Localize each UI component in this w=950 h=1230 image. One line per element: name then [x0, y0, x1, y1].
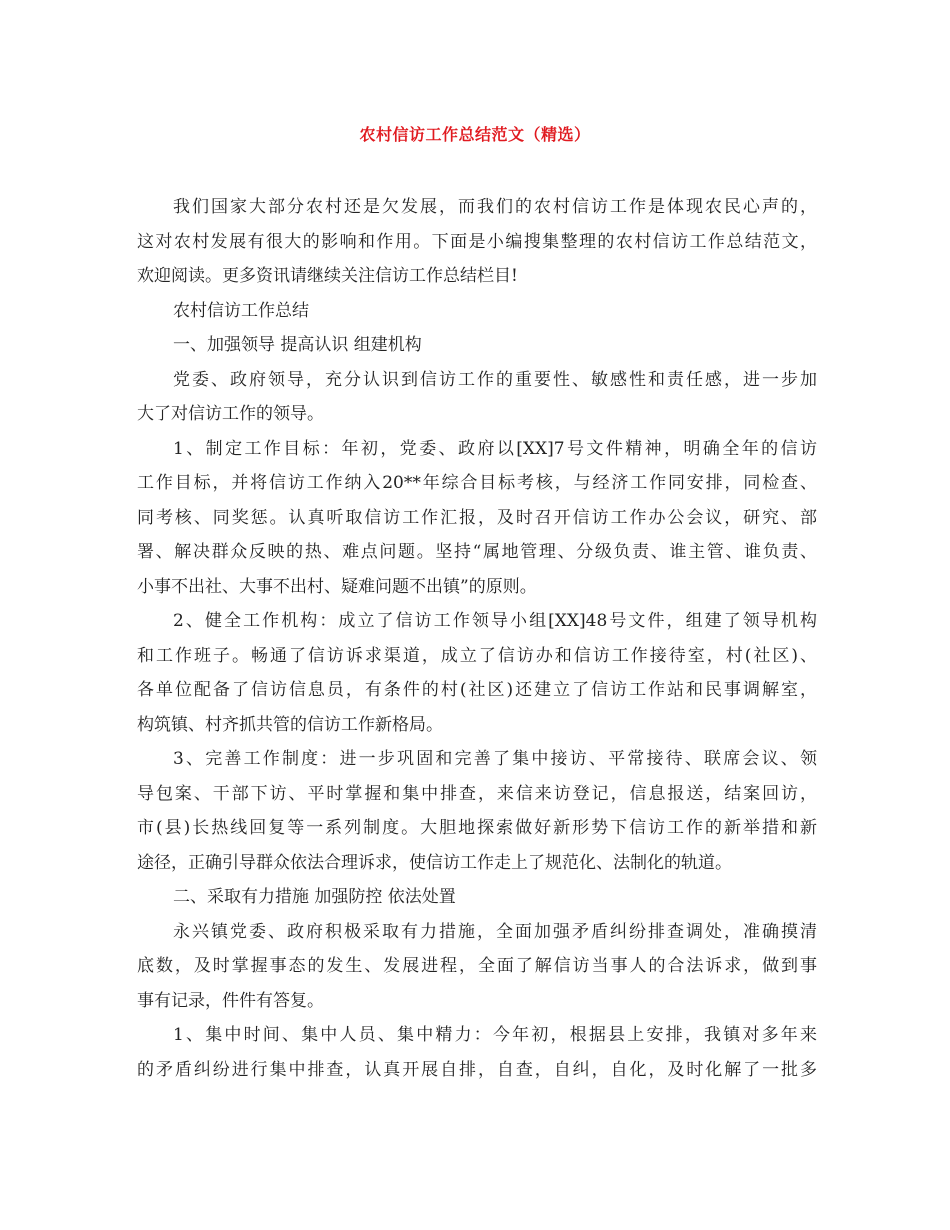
text-line: 构筑镇、村齐抓共管的信访工作新格局。 — [137, 714, 443, 735]
text-line: 党委、政府领导，充分认识到信访工作的重要性、敏感性和责任感，进一步加 — [173, 369, 817, 390]
text-line: 市(县)长热线回复等一系列制度。大胆地探索做好新形势下信访工作的新举措和新 — [137, 818, 817, 838]
text-line: 二、采取有力措施 加强防控 依法处置 — [173, 887, 456, 907]
text-line: 我们国家大部分农村还是欠发展，而我们的农村信访工作是体现农民心声的， — [173, 197, 817, 217]
text-line: 欢迎阅读。更多资讯请继续关注信访工作总结栏目! — [137, 266, 518, 286]
text-line: 工作目标，并将信访工作纳入20**年综合目标考核，与经济工作同安排，同检查、 — [137, 473, 817, 493]
text-line: 署、解决群众反映的热、难点问题。坚持“属地管理、分级负责、谁主管、谁负责、 — [137, 542, 817, 562]
text-line: 的矛盾纠纷进行集中排查，认真开展自排，自查，自纠，自化，及时化解了一批多 — [137, 1059, 817, 1080]
text-line: 小事不出社、大事不出村、疑难问题不出镇”的原则。 — [137, 576, 537, 597]
text-line: 底数，及时掌握事态的发生、发展进程，全面了解信访当事人的合法诉求，做到事 — [137, 956, 817, 976]
text-line: 各单位配备了信访信息员，有条件的村(社区)还建立了信访工作站和民事调解室， — [137, 680, 817, 700]
text-line: 和工作班子。畅通了信访诉求渠道，成立了信访办和信访工作接待室，村(社区)、 — [137, 645, 817, 666]
document-body — [137, 190, 817, 1087]
text-line: 这对农村发展有很大的影响和作用。下面是小编搜集整理的农村信访工作总结范文， — [137, 231, 817, 252]
text-line: 1、集中时间、集中人员、集中精力：今年初，根据县上安排，我镇对多年来 — [173, 1025, 817, 1045]
text-line: 一、加强领导 提高认识 组建机构 — [173, 335, 422, 355]
text-line: 大了对信访工作的领导。 — [137, 404, 324, 424]
text-line: 1、制定工作目标：年初，党委、政府以[XX]7号文件精神，明确全年的信访 — [173, 438, 817, 459]
text-line: 农村信访工作总结 — [173, 300, 309, 321]
text-line: 导包案、干部下访、平时掌握和集中排查，来信来访登记，信息报送，结案回访， — [137, 783, 817, 804]
text-line: 事有记录，件件有答复。 — [137, 990, 324, 1011]
text-line: 永兴镇党委、政府积极采取有力措施，全面加强矛盾纠纷排查调处，准确摸清 — [173, 921, 817, 942]
text-line: 同考核、同奖惩。认真听取信访工作汇报，及时召开信访工作办公会议，研究、部 — [137, 507, 817, 528]
document-title: 农村信访工作总结范文（精选） — [359, 125, 591, 144]
text-line: 2、健全工作机构：成立了信访工作领导小组[XX]48号文件，组建了领导机构 — [173, 611, 817, 631]
text-line: 3、完善工作制度：进一步巩固和完善了集中接访、平常接待、联席会议、领 — [173, 749, 817, 769]
text-line: 途径，正确引导群众依法合理诉求，使信访工作走上了规范化、法制化的轨道。 — [137, 852, 732, 873]
